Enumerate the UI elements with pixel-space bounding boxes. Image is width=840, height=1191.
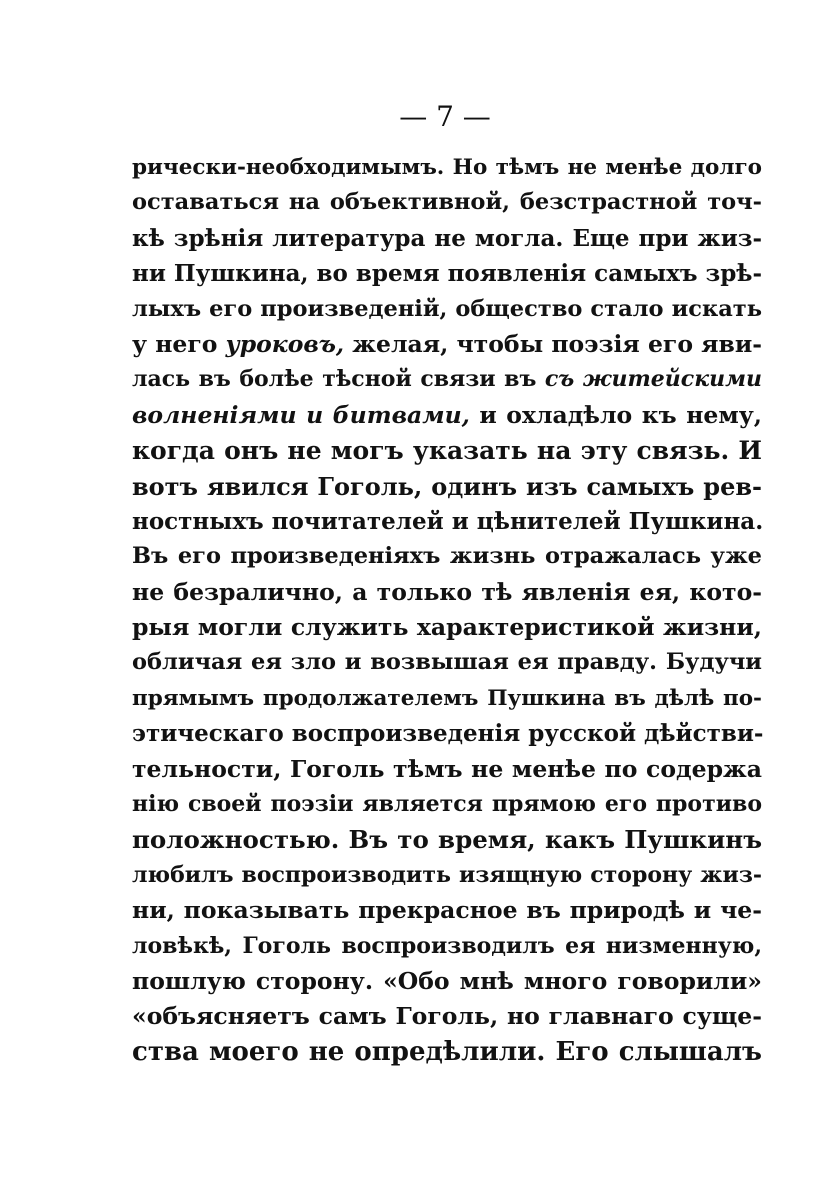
- text-line: [132, 822, 762, 857]
- text-segment: ловѣкѣ, Гоголь воспроизводилъ ея низменную,: [132, 932, 762, 959]
- text-segment: и охладѣло къ нему,: [469, 400, 762, 429]
- text-segment: оставаться на объективной, безстрастной точ-: [132, 189, 762, 216]
- body-text: [132, 150, 762, 1070]
- text-segment: ностныхъ почитателей и цѣнителей Пушкина.: [132, 507, 764, 535]
- text-line: [132, 327, 762, 362]
- text-line: [132, 716, 762, 751]
- text-segment: ни Пушкина, во время появленія самыхъ зрѣ-: [132, 260, 762, 288]
- text-line: [132, 893, 762, 928]
- text-segment: когда онъ не могъ указать на эту связь. И: [132, 436, 762, 466]
- italic-text-segment: съ житейскими: [544, 366, 762, 393]
- text-segment: тельности, Гоголь тѣмъ не менѣе по содержа: [132, 754, 762, 783]
- text-segment: желая, чтобы поэзія его яви-: [344, 329, 763, 358]
- text-line: [132, 539, 762, 574]
- text-segment: обличая ея зло и возвышая ея правду. Будучи: [132, 649, 762, 676]
- text-segment: ни, показывать прекрасное въ природѣ и че-: [132, 896, 762, 925]
- text-segment: ства моего не опредѣлили. Его слышалъ: [132, 1036, 762, 1067]
- text-line: [132, 362, 762, 397]
- text-line: [132, 610, 762, 645]
- text-segment: кѣ зрѣнія литература не могла. Еще при жиз-: [132, 224, 762, 252]
- italic-text-segment: волненіями и битвами,: [132, 400, 470, 429]
- text-segment: лась въ болѣе тѣсной связи въ: [132, 366, 545, 393]
- text-segment: Въ его произведеніяхъ жизнь отражалась уже: [132, 543, 762, 570]
- text-segment: лыхъ его произведеній, общество стало искать: [132, 295, 762, 322]
- text-segment: положностью. Въ то время, какъ Пушкинъ: [132, 825, 762, 855]
- text-segment: вотъ явился Гоголь, одинъ изъ самыхъ рев-: [132, 471, 762, 501]
- text-segment: не безралично, а только тѣ явленія ея, кото-: [132, 577, 762, 606]
- text-segment: рически-необходимымъ. Но тѣмъ не менѣе долго: [132, 155, 762, 180]
- text-line: [132, 645, 762, 680]
- text-segment: любилъ воспроизводить изящную сторону жиз-: [132, 861, 762, 888]
- text-line: [132, 1035, 762, 1070]
- text-line: [132, 185, 762, 220]
- text-line: [132, 681, 762, 716]
- text-segment: рыя могли служить характеристикой жизни,: [132, 613, 762, 642]
- text-segment: у него: [132, 329, 226, 358]
- text-line: [132, 256, 762, 291]
- text-line: [132, 292, 762, 327]
- text-line: [132, 787, 762, 822]
- text-line: [132, 575, 762, 610]
- text-segment: этическаго воспроизведенія русской дѣйстви-: [132, 720, 764, 748]
- text-line: [132, 433, 762, 468]
- text-line: [132, 221, 762, 256]
- text-line: [132, 504, 762, 539]
- text-segment: «объясняетъ самъ Гоголь, но главнаго суще-: [132, 1002, 762, 1031]
- italic-text-segment: уроковъ,: [225, 329, 345, 358]
- text-segment: прямымъ продолжателемъ Пушкина въ дѣлѣ по-: [132, 685, 762, 711]
- text-line: [132, 150, 762, 185]
- text-segment: нію своей поэзіи является прямою его противо: [132, 791, 762, 818]
- text-line: [132, 964, 762, 999]
- text-line: [132, 398, 762, 433]
- page-number: — 7 —: [399, 100, 491, 133]
- text-segment: пошлую сторону. «Обо мнѣ много говорили»: [132, 966, 762, 995]
- text-line: [132, 752, 762, 787]
- text-line: [132, 999, 762, 1034]
- text-line: [132, 929, 762, 964]
- text-line: [132, 469, 762, 504]
- text-line: [132, 858, 762, 893]
